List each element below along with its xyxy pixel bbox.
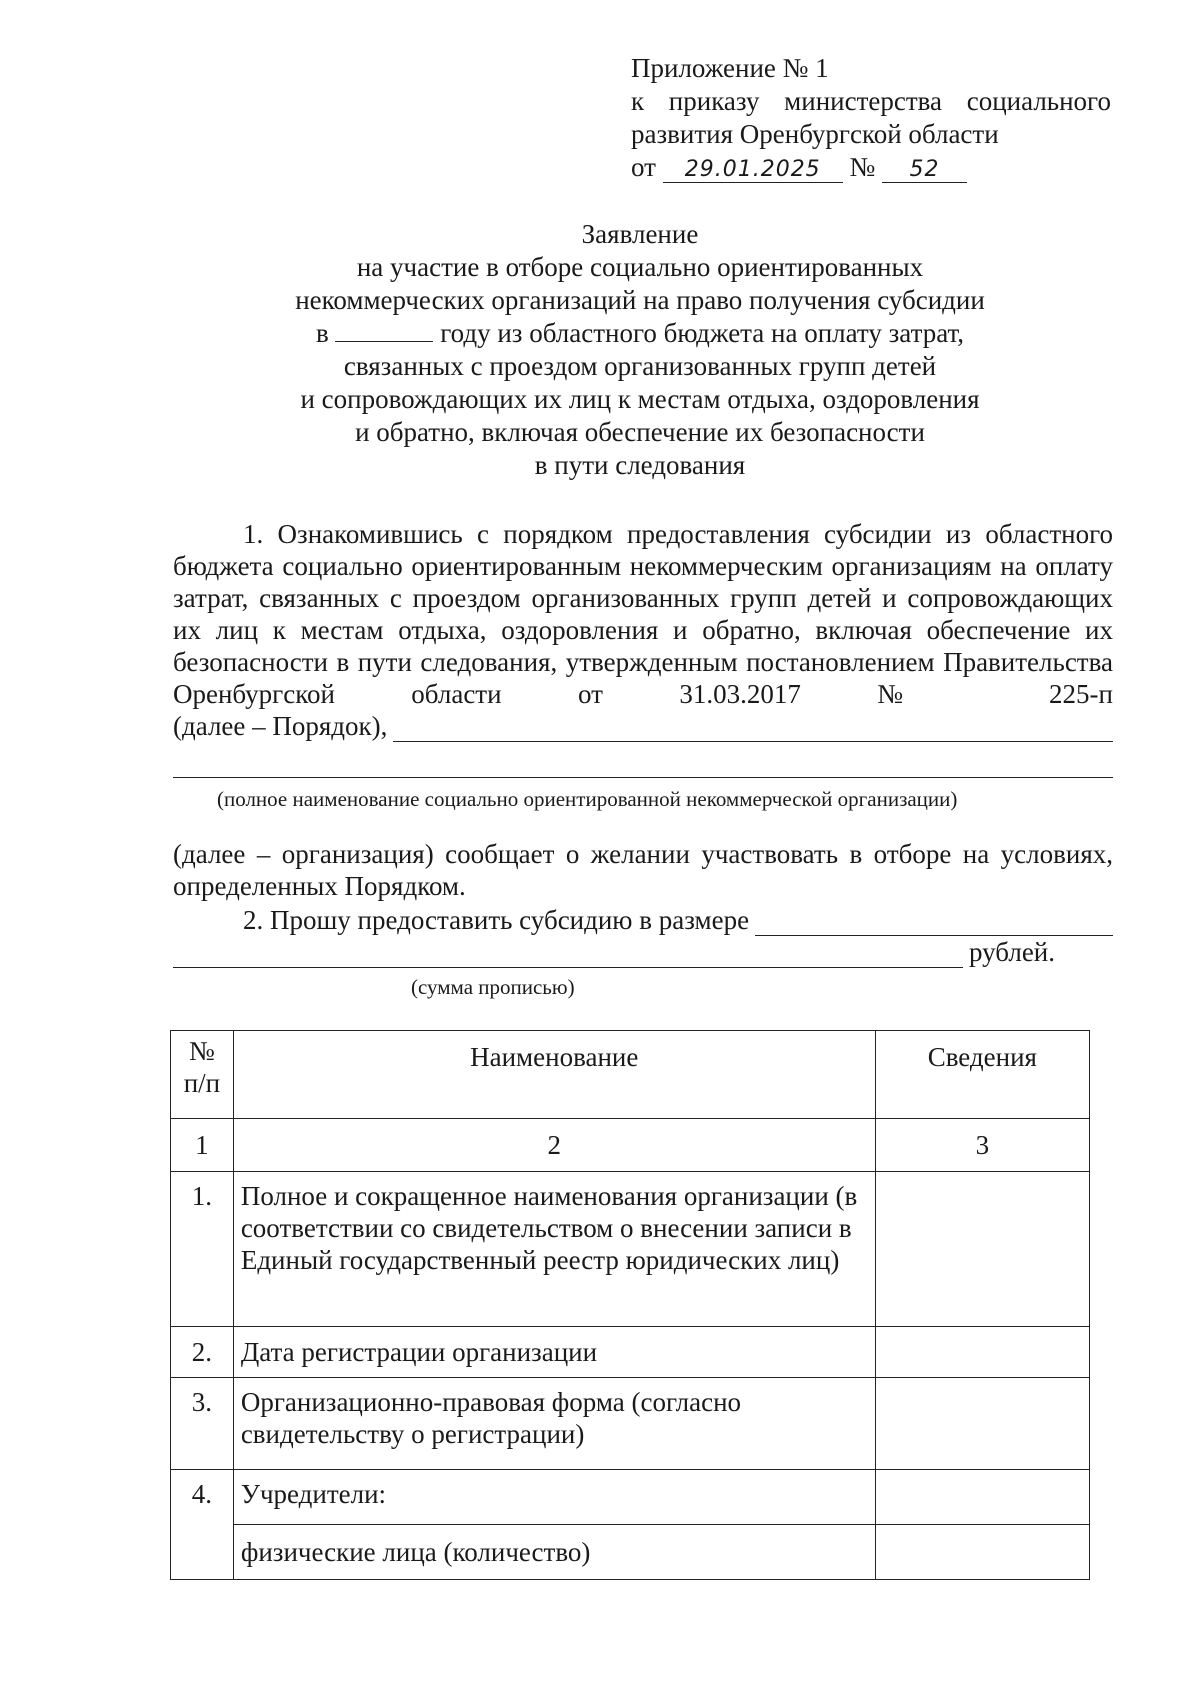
- subsidy-amount-words-row: [173, 937, 1113, 968]
- row-value-field[interactable]: [875, 1172, 1089, 1327]
- title-line: и обратно, включая обеспечение их безопасности: [355, 417, 925, 447]
- order-ref-word: социального: [966, 86, 1111, 116]
- row-name: Учредители:: [233, 1470, 875, 1525]
- title-line: на участие в отборе социально ориентированных: [356, 252, 924, 282]
- title-line: и сопровождающих их лиц к местам отдыха, оздоровления: [300, 384, 980, 414]
- row-value-field[interactable]: [875, 1470, 1089, 1525]
- order-reference-line: [631, 85, 1111, 118]
- table-row: [171, 1327, 1090, 1378]
- paragraph-3: [173, 904, 1113, 936]
- index-cell: 2: [233, 1119, 875, 1172]
- order-ref-word: к: [631, 86, 645, 116]
- title-line: в пути следования: [534, 450, 746, 480]
- ministry-name: развития Оренбургской области: [631, 119, 999, 149]
- organization-name-field[interactable]: [393, 715, 1113, 742]
- amount-in-words-caption: (сумма прописью): [411, 975, 575, 999]
- paragraph-1: [173, 518, 1113, 742]
- header-name: Наименование: [233, 1031, 875, 1119]
- title-prefix: в: [315, 318, 329, 348]
- order-ref-word: министерства: [784, 86, 943, 116]
- row-number: [171, 1525, 234, 1580]
- subsidy-amount-words-field[interactable]: [173, 941, 963, 968]
- number-label: №: [849, 152, 876, 182]
- table-row: [171, 1172, 1090, 1327]
- row-name: Полное и сокращенное наименования организации (в соответствии со свидетельством о внесении записи в Единый государственный реестр юридических лиц): [233, 1172, 875, 1327]
- appendix-header: [631, 52, 1111, 184]
- from-label: от: [631, 152, 656, 182]
- paragraph-1-tail: [173, 710, 1113, 742]
- appendix-number: Приложение № 1: [631, 53, 829, 83]
- title-line: связанных с проездом организованных групп детей: [343, 351, 937, 381]
- subsidy-amount-line: [173, 904, 1113, 936]
- table-row: [171, 1378, 1090, 1470]
- table-row: [171, 1470, 1090, 1525]
- organization-name-caption: (полное наименование социально ориентированной некоммерческой организации): [217, 787, 958, 811]
- handwritten-number: 52: [882, 158, 967, 183]
- header-number: № п/п: [171, 1031, 234, 1119]
- title-line: некоммерческих организаций на право получения субсидии: [295, 285, 985, 315]
- paragraph-1-text: 1. Ознакомившись с порядком предоставления субсидии из областного бюджета социально ориентированным некоммерческим организациям на оплату затрат, связанных с проездом организованных групп детей и сопровождающих их лиц к местам отдыха, оздоровления и обратно, включая обеспечение их безопасности в пути следования, утвержденным постановлением Правительства Оренбургской области от 31.03.2017 № 225-п: [173, 519, 1113, 709]
- index-cell: 3: [875, 1119, 1089, 1172]
- row-name: Организационно-правовая форма (согласно свидетельству о регистрации): [233, 1378, 875, 1470]
- handwritten-date: 29.01.2025: [663, 158, 843, 183]
- title-line: Заявление: [581, 219, 699, 249]
- index-cell: 1: [171, 1119, 234, 1172]
- header-details: Сведения: [875, 1031, 1089, 1119]
- row-name: Дата регистрации организации: [233, 1327, 875, 1378]
- order-date-line: [631, 151, 1111, 184]
- row-value-field[interactable]: [875, 1327, 1089, 1378]
- row-value-field[interactable]: [875, 1525, 1089, 1580]
- table-index-row: [171, 1119, 1090, 1172]
- organization-name-field-line2[interactable]: [173, 777, 1113, 778]
- paragraph-1-tail-text: (далее – Порядок),: [173, 711, 388, 741]
- subsidy-amount-field[interactable]: [755, 909, 1113, 936]
- year-blank-field[interactable]: [335, 321, 433, 342]
- currency-unit: рублей.: [969, 937, 1056, 967]
- row-number: 1.: [171, 1172, 234, 1327]
- organization-info-table: [170, 1030, 1090, 1580]
- table-header-row: [171, 1031, 1090, 1119]
- paragraph-2: (далее – организация) сообщает о желании участвовать в отборе на условиях, определенных Порядком.: [173, 839, 1113, 901]
- row-name: физические лица (количество): [233, 1525, 875, 1580]
- row-value-field[interactable]: [875, 1378, 1089, 1470]
- row-number: 2.: [171, 1327, 234, 1378]
- order-ref-word: приказу: [668, 86, 760, 116]
- subsidy-request-text: 2. Прошу предоставить субсидию в размере: [243, 905, 750, 935]
- table-row: [171, 1525, 1090, 1580]
- title-suffix: году из областного бюджета на оплату затрат,: [440, 318, 965, 348]
- title-line-with-year-blank: [180, 317, 1100, 350]
- row-number: 3.: [171, 1378, 234, 1470]
- row-number: 4.: [171, 1470, 234, 1525]
- document-title: [180, 218, 1100, 482]
